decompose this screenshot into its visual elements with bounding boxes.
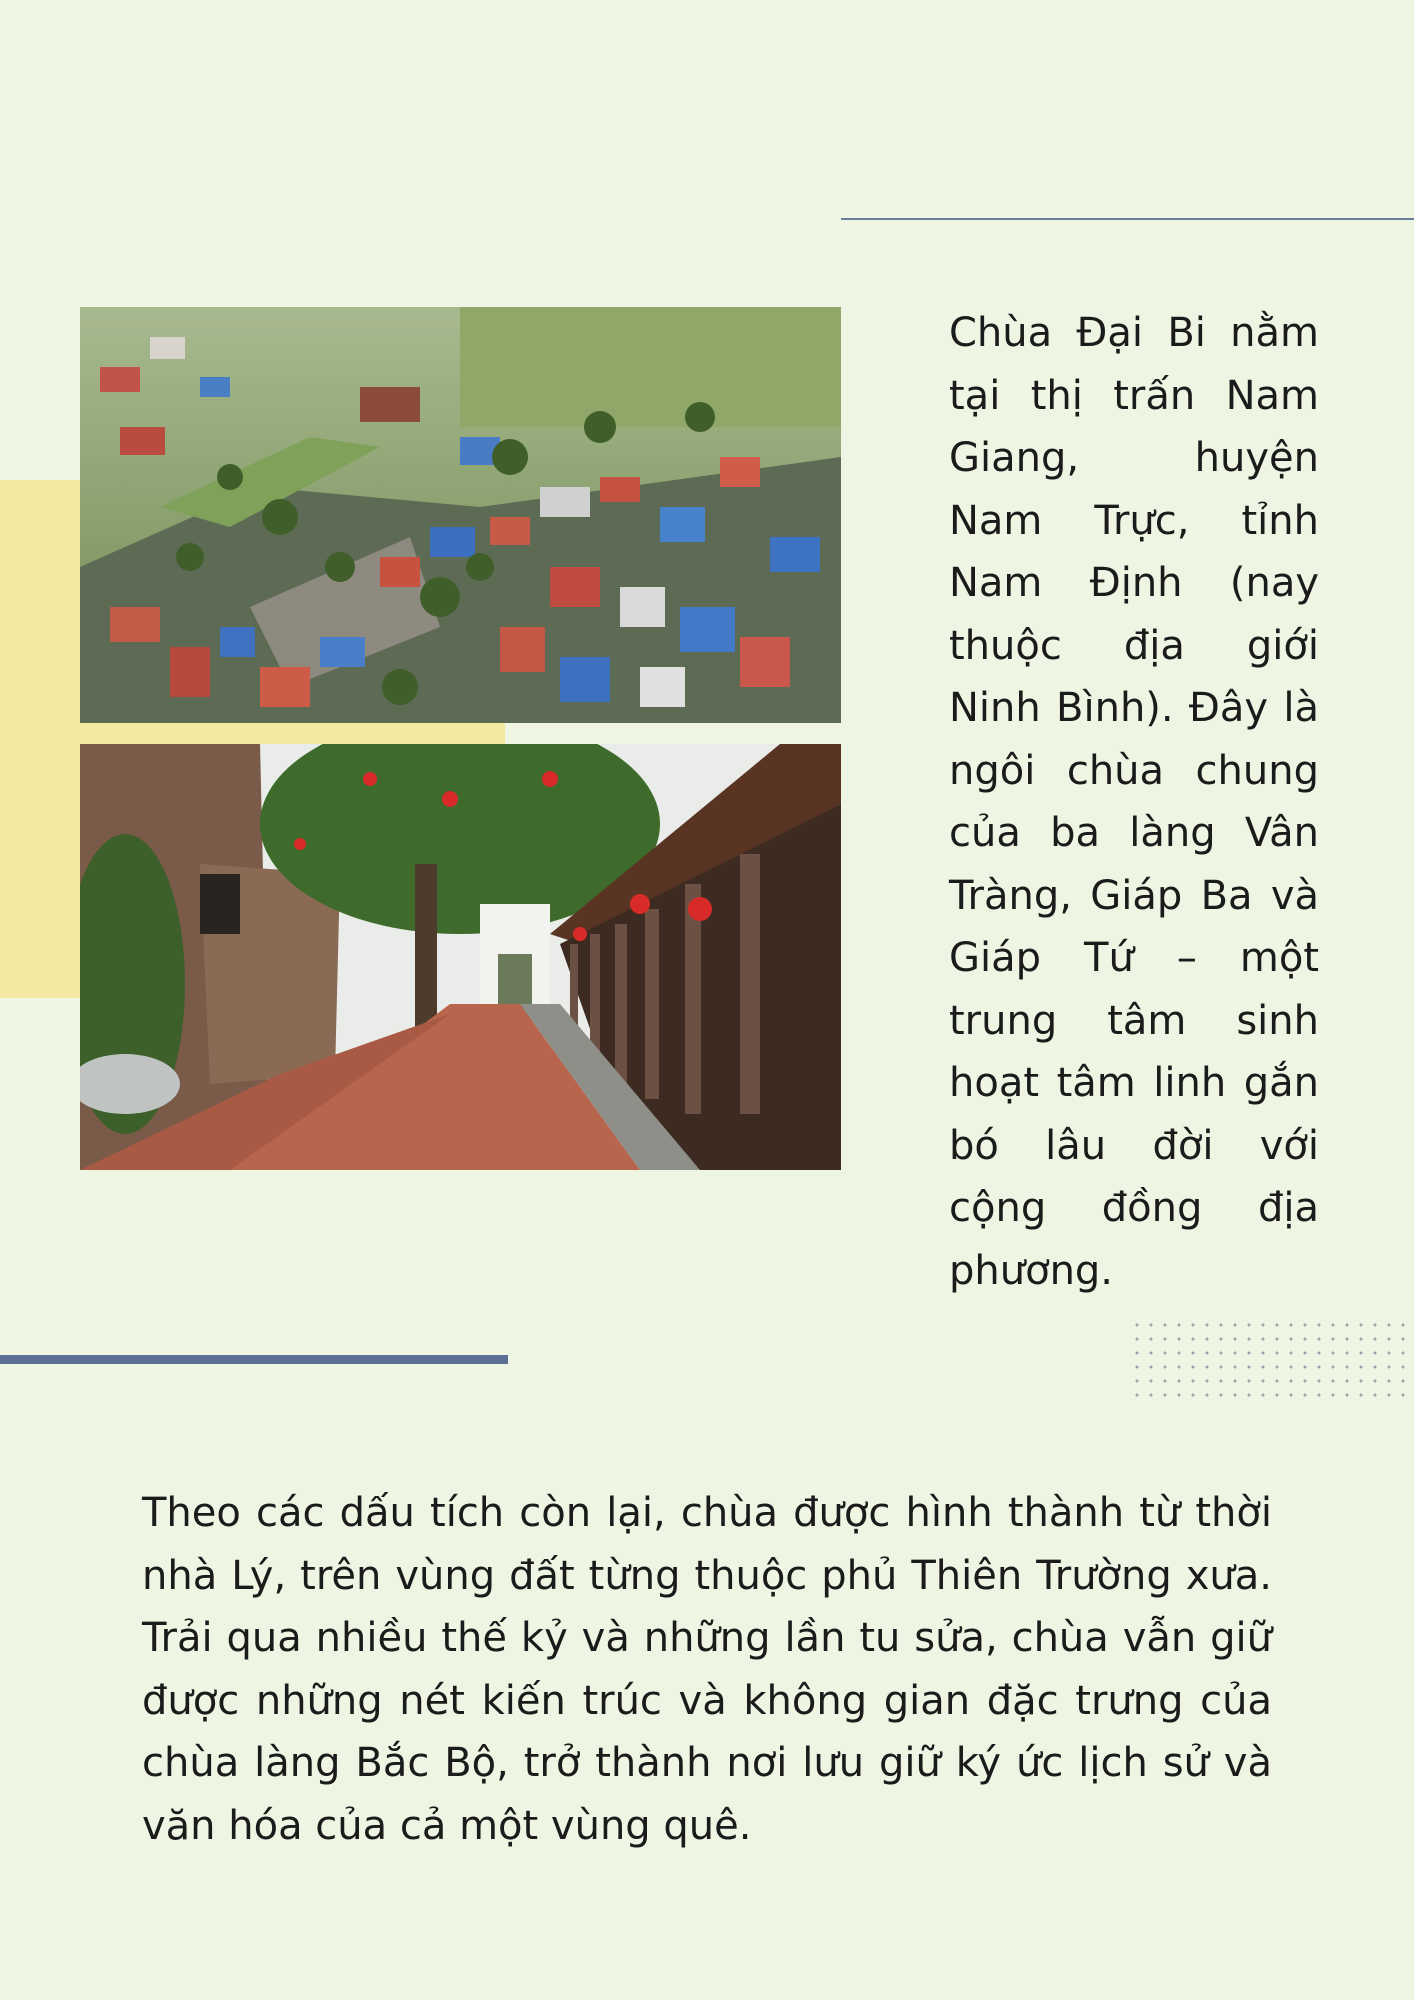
temple-courtyard-photo [80,744,841,1170]
intro-paragraph: Chùa Đại Bi nằm tại thị trấn Nam Giang, huyện Nam Trực, tỉnh Nam Định (nay thuộc địa giới Ninh Bình). Đây là ngôi chùa chung của ba làng Vân Tràng, Giáp Ba và Giáp Tứ – một trung tâm sinh hoạt tâm linh gắn bó lâu đời với cộng đồng địa phương. [949,310,1319,1294]
aerial-village-photo [80,307,841,723]
dot-pattern [1130,1318,1414,1402]
section-divider-bar [0,1355,508,1364]
top-divider-line [841,218,1414,220]
yellow-accent-strip [80,722,505,744]
yellow-accent-block [0,480,80,998]
history-paragraph: Theo các dấu tích còn lại, chùa được hình thành từ thời nhà Lý, trên vùng đất từng thuộc phủ Thiên Trường xưa. Trải qua nhiều thế kỷ và những lần tu sửa, chùa vẫn giữ được những nét kiến trúc và không gian đặc trưng của chùa làng Bắc Bộ, trở thành nơi lưu giữ ký ức lịch sử và văn hóa của cả một vùng quê. [142,1490,1272,1849]
